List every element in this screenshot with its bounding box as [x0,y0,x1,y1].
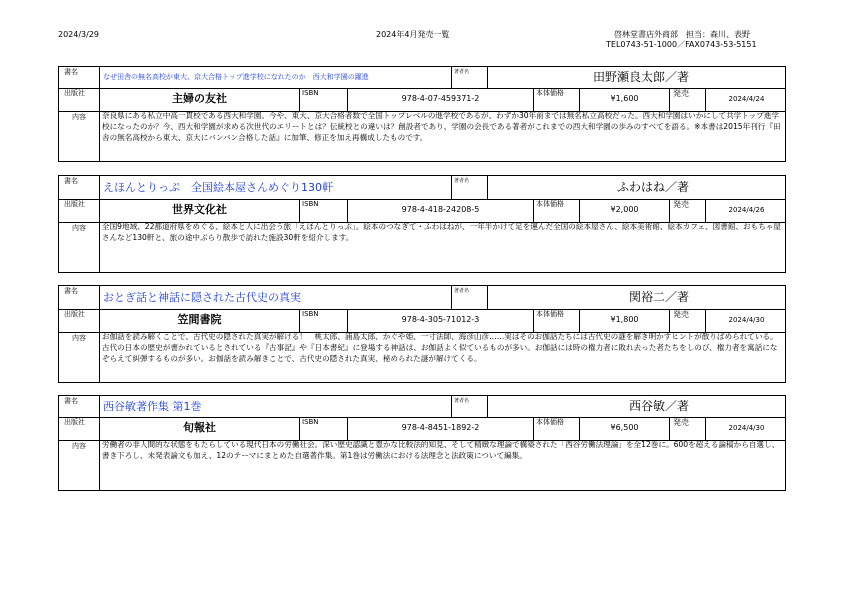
title-label: 書名 [64,68,78,76]
book-author: 西谷敏／著 [487,396,787,417]
book-title[interactable]: おとぎ話と神話に隠された古代史の真実 [99,286,451,309]
book-entry [58,66,786,162]
book-title[interactable]: えほんとりっぷ 全国絵本屋さんめぐり130軒 [99,176,451,199]
book-title[interactable]: なぜ田舎の無名高校が東大、京大合格トップ進学校になれたのか 西大和学園の躍進 [99,67,451,88]
publisher-label: 出版社 [64,200,85,208]
description-label: 内容 [72,442,86,450]
publisher-label: 出版社 [64,418,85,426]
book-entry [58,175,786,273]
book-author: 関裕二／著 [487,286,787,309]
report-date: 2024/3/29 [58,30,100,39]
book-release-date: 2024/4/26 [705,199,787,222]
book-release-date: 2024/4/30 [705,417,787,440]
book-publisher: 笠間書院 [99,309,299,332]
publisher-label: 出版社 [64,89,85,97]
release-label: 発売 [669,309,705,332]
book-author: ふわはね／著 [487,176,787,199]
title-label: 書名 [64,287,78,295]
title-label: 書名 [64,397,78,405]
price-label: 本体価格 [533,199,579,222]
report-title: 2024年4月発売一覧 [376,30,450,39]
book-publisher: 主婦の友社 [99,88,299,111]
book-isbn: 978-4-8451-1892-2 [347,417,533,440]
isbn-label: ISBN [299,88,347,111]
title-label: 書名 [64,177,78,185]
publisher-label: 出版社 [64,310,85,318]
book-isbn: 978-4-305-71012-3 [347,309,533,332]
book-release-date: 2024/4/30 [705,309,787,332]
release-label: 発売 [669,199,705,222]
author-label: 著者名 [451,176,487,199]
price-label: 本体価格 [533,417,579,440]
book-price: ¥6,500 [579,417,669,440]
company-contact: 啓林堂書店外商部 担当：森川、表野 [614,30,750,39]
author-label: 著者名 [451,67,487,88]
book-description: 全国9地域、22都道府県をめぐる、絵本と人に出会う旅「えほんとりっぷ」。絵本のつなぎて・ふわはねが、一年半かけて足を運んだ全国の絵本屋さん、絵本美術館、絵本カフェ、図書館、おもちゃ屋さんなど130軒と、旅の途中ぶらり散歩で訪れた施設30軒を紹介します。 [99,222,787,272]
book-price: ¥2,000 [579,199,669,222]
book-publisher: 旬報社 [99,417,299,440]
description-label: 内容 [72,113,86,121]
book-title[interactable]: 西谷敏著作集 第1巻 [99,396,451,417]
description-label: 内容 [72,224,86,232]
book-entry [58,285,786,383]
author-label: 著者名 [451,286,487,309]
price-label: 本体価格 [533,309,579,332]
release-label: 発売 [669,417,705,440]
tel-fax: TEL0743-51-1000／FAX0743-53-5151 [606,40,757,49]
isbn-label: ISBN [299,199,347,222]
price-label: 本体価格 [533,88,579,111]
book-price: ¥1,600 [579,88,669,111]
book-description: お伽話を読み解くことで、古代史の隠された真実が解ける！ 桃太郎、浦島太郎、かぐや姫、一寸法師、海彦山彦……実はそのお伽話たちには古代史の謎を解き明かすヒントが散りばめられている。古代の日本の歴史が書かれているとされている『古事記』や『日本書紀』に登場する神話は、お伽話よく似ているものが多い。お伽話には時の権力者に敗れ去った者たちをしのび、権力者を寓話になぞらえて糾弾するものが多い。お伽話を読み解きことで、古代史の隠された真実、秘められた謎が解けてくる。 [99,332,787,382]
isbn-label: ISBN [299,417,347,440]
book-description: 労働者の非人間的な状態をもたらしている現代日本の労働社会。深い歴史認識と豊かな比較法的知見、そして精緻な理論で構築された「西谷労働法理論」を全12巻に。600を超える論稿から自選し、書き下ろし、未発表論文も加え、12のテーマにまとめた自選著作集。第1巻は労働法における法理念と法政策について編集。 [99,440,787,490]
author-label: 著者名 [451,396,487,417]
book-isbn: 978-4-07-459371-2 [347,88,533,111]
book-entry [58,395,786,491]
book-release-date: 2024/4/24 [705,88,787,111]
book-description: 奈良県にある私立中高一貫校である西大和学園。今や、東大、京大合格者数で全国トップレベルの進学校であるが、わずか30年前までは無名私立高校だった。西大和学園はいかにして共学トップ進学校になったのか？今、西大和学園が求める次世代のエリートとは？伝統校との違いは？創設者であり、学園の会長である著者がこれまでの西大和学園の歩みのすべてを語る。※本書は2015年刊行『田舎の無名高校から東大、京大にバンバン合格した話』に加筆、修正を加え再構成したものです。 [99,111,787,161]
book-price: ¥1,800 [579,309,669,332]
description-label: 内容 [72,334,86,342]
release-label: 発売 [669,88,705,111]
book-publisher: 世界文化社 [99,199,299,222]
book-isbn: 978-4-418-24208-5 [347,199,533,222]
isbn-label: ISBN [299,309,347,332]
book-author: 田野瀬良太郎／著 [487,67,787,88]
